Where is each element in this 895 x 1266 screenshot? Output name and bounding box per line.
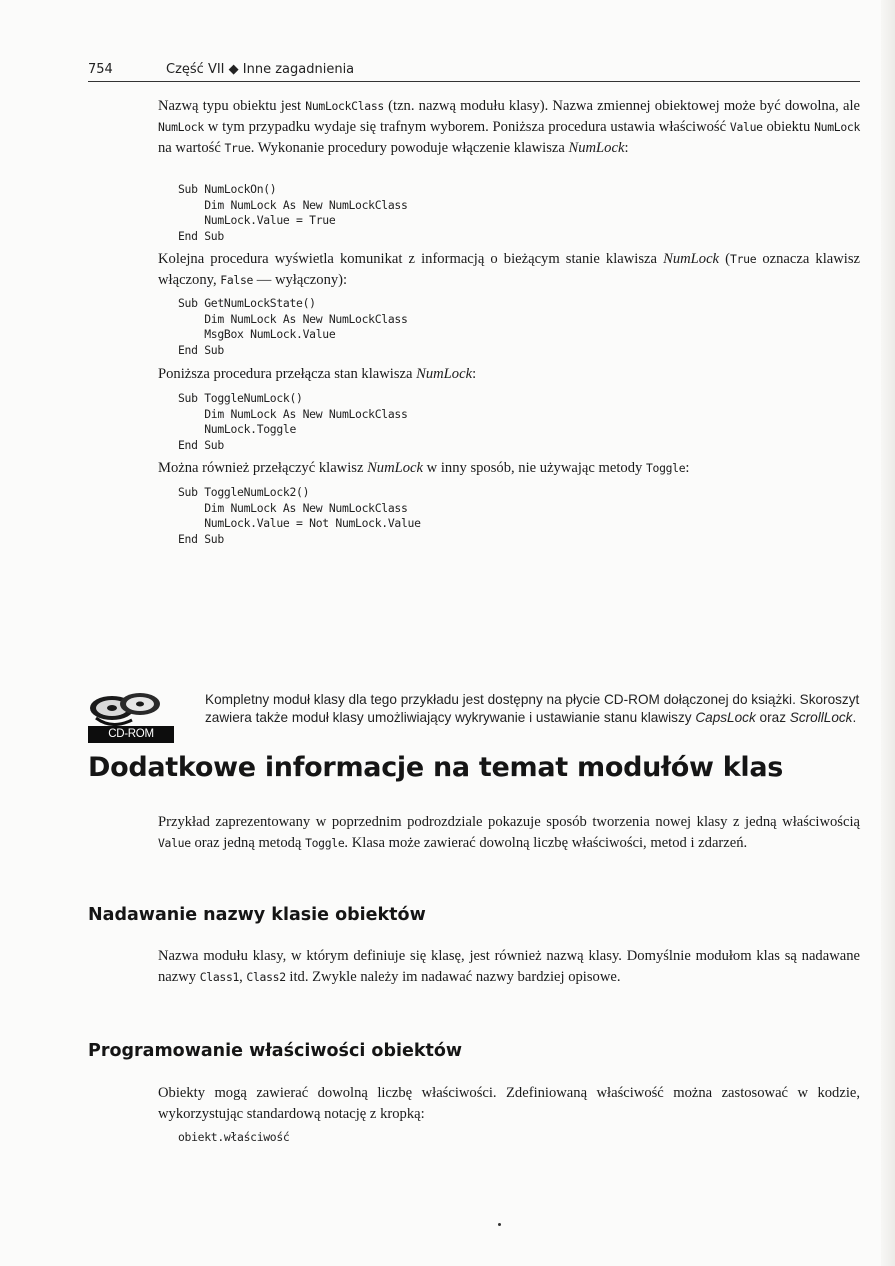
italic-term: NumLock <box>367 460 424 476</box>
scan-speck <box>498 1223 501 1226</box>
text: Kompletny moduł klasy dla tego przykładu jest dostępny na płycie CD-ROM dołączonej do książki. Skoroszyt zawiera także moduł klasy umożliwiający wykrywanie i ustawianie stanu klawiszy <box>205 692 860 725</box>
text: obiektu <box>762 119 815 135</box>
running-header <box>88 60 860 80</box>
code-inline: NumLock <box>158 120 204 134</box>
header-rule <box>88 81 860 82</box>
code-inline: Class1 <box>199 970 240 984</box>
code-inline: NumLockClass <box>305 99 384 113</box>
text: : <box>624 140 629 156</box>
code-block-getnumlockstate: Sub GetNumLockState() Dim NumLock As New NumLockClass MsgBox NumLock.Value End Sub <box>178 296 408 357</box>
cd-disc-icon <box>88 690 174 730</box>
italic-term: ScrollLock <box>789 709 853 725</box>
scan-edge <box>881 0 895 1266</box>
code-block-togglenumlock: Sub ToggleNumLock() Dim NumLock As New NumLockClass NumLock.Toggle End Sub <box>178 391 408 452</box>
text: Nazwa modułu klasy, w którym definiuje się klasę, jest również nazwą klasy. Domyślnie modułom klas są nadawane nazwy <box>158 948 860 985</box>
text: : <box>472 366 477 382</box>
code-inline: True <box>224 141 251 155</box>
italic-term: CapsLock <box>695 709 756 725</box>
text: , <box>239 969 247 985</box>
section-heading: Dodatkowe informacje na temat modułów klas <box>88 752 784 783</box>
page-number: 754 <box>88 62 113 77</box>
text: . Wykonanie procedury powoduje włączenie klawisza <box>250 140 569 156</box>
text: oznacza klawisz włączony, <box>158 251 861 288</box>
code-inline: False <box>220 273 254 287</box>
part-title: Część VII ◆ Inne zagadnienia <box>166 62 355 77</box>
code-inline: Toggle <box>645 461 686 475</box>
subsection-heading-properties: Programowanie właściwości obiektów <box>88 1041 463 1061</box>
text: Nazwą typu obiektu jest <box>158 98 306 114</box>
text: Można również przełączyć klawisz <box>158 460 368 476</box>
italic-term: NumLock <box>663 251 720 267</box>
text: . <box>852 709 857 725</box>
paragraph-toggle-alt <box>158 458 860 479</box>
code-inline: Toggle <box>305 836 345 850</box>
code-inline: Class2 <box>246 970 286 984</box>
paragraph-numlock-type <box>158 96 860 159</box>
text: w tym przypadku wydaje się trafnym wyborem. Poniższa procedura ustawia właściwość <box>203 119 730 135</box>
italic-term: NumLock <box>568 140 625 156</box>
text: ( <box>719 251 731 267</box>
code-inline: Value <box>729 120 763 134</box>
text: Kolejna procedura wyświetla komunikat z informacją o bieżącym stanie klawisza <box>158 251 664 267</box>
text: w inny sposób, nie używając metody <box>423 460 646 476</box>
code-block-togglenumlock2: Sub ToggleNumLock2() Dim NumLock As New NumLockClass NumLock.Value = Not NumLock.Value End Sub <box>178 485 421 546</box>
cd-rom-badge <box>88 690 174 744</box>
text: Poniższa procedura przełącza stan klawisza <box>158 366 417 382</box>
text: . Klasa może zawierać dowolną liczbę właściwości, metod i zdarzeń. <box>344 835 748 851</box>
text: (tzn. nazwą modułu klasy). Nazwa zmiennej obiektowej może być dowolna, ale <box>383 98 860 114</box>
text: oraz <box>755 709 790 725</box>
code-block-dot-notation: obiekt.właściwość <box>178 1130 290 1144</box>
text: itd. Zwykle należy im nadawać nazwy bardziej opisowe. <box>285 969 621 985</box>
cd-rom-label: CD-ROM <box>88 726 174 743</box>
paragraph-naming <box>158 946 860 988</box>
cd-rom-note <box>205 691 860 726</box>
text: oraz jedną metodą <box>190 835 306 851</box>
text: : <box>685 460 690 476</box>
paragraph-numlock-state <box>158 249 860 291</box>
subsection-heading-naming: Nadawanie nazwy klasie obiektów <box>88 905 426 925</box>
code-inline: True <box>730 252 757 266</box>
paragraph-properties: Obiekty mogą zawierać dowolną liczbę właściwości. Zdefiniowaną właściwość można zastosować w kodzie, wykorzystując standardową notację z kropką: <box>158 1085 860 1122</box>
paragraph-class-intro <box>158 812 860 854</box>
text: na wartość <box>158 140 225 156</box>
text: Przykład zaprezentowany w poprzednim podrozdziale pokazuje sposób tworzenia nowej klasy z jedną właściwością <box>158 814 860 830</box>
code-inline: NumLock <box>814 120 860 134</box>
code-block-numlockon: Sub NumLockOn() Dim NumLock As New NumLockClass NumLock.Value = True End Sub <box>178 182 408 243</box>
paragraph-toggle <box>158 364 860 385</box>
italic-term: NumLock <box>416 366 473 382</box>
text: — wyłączony): <box>253 272 348 288</box>
code-inline: Value <box>158 836 191 850</box>
